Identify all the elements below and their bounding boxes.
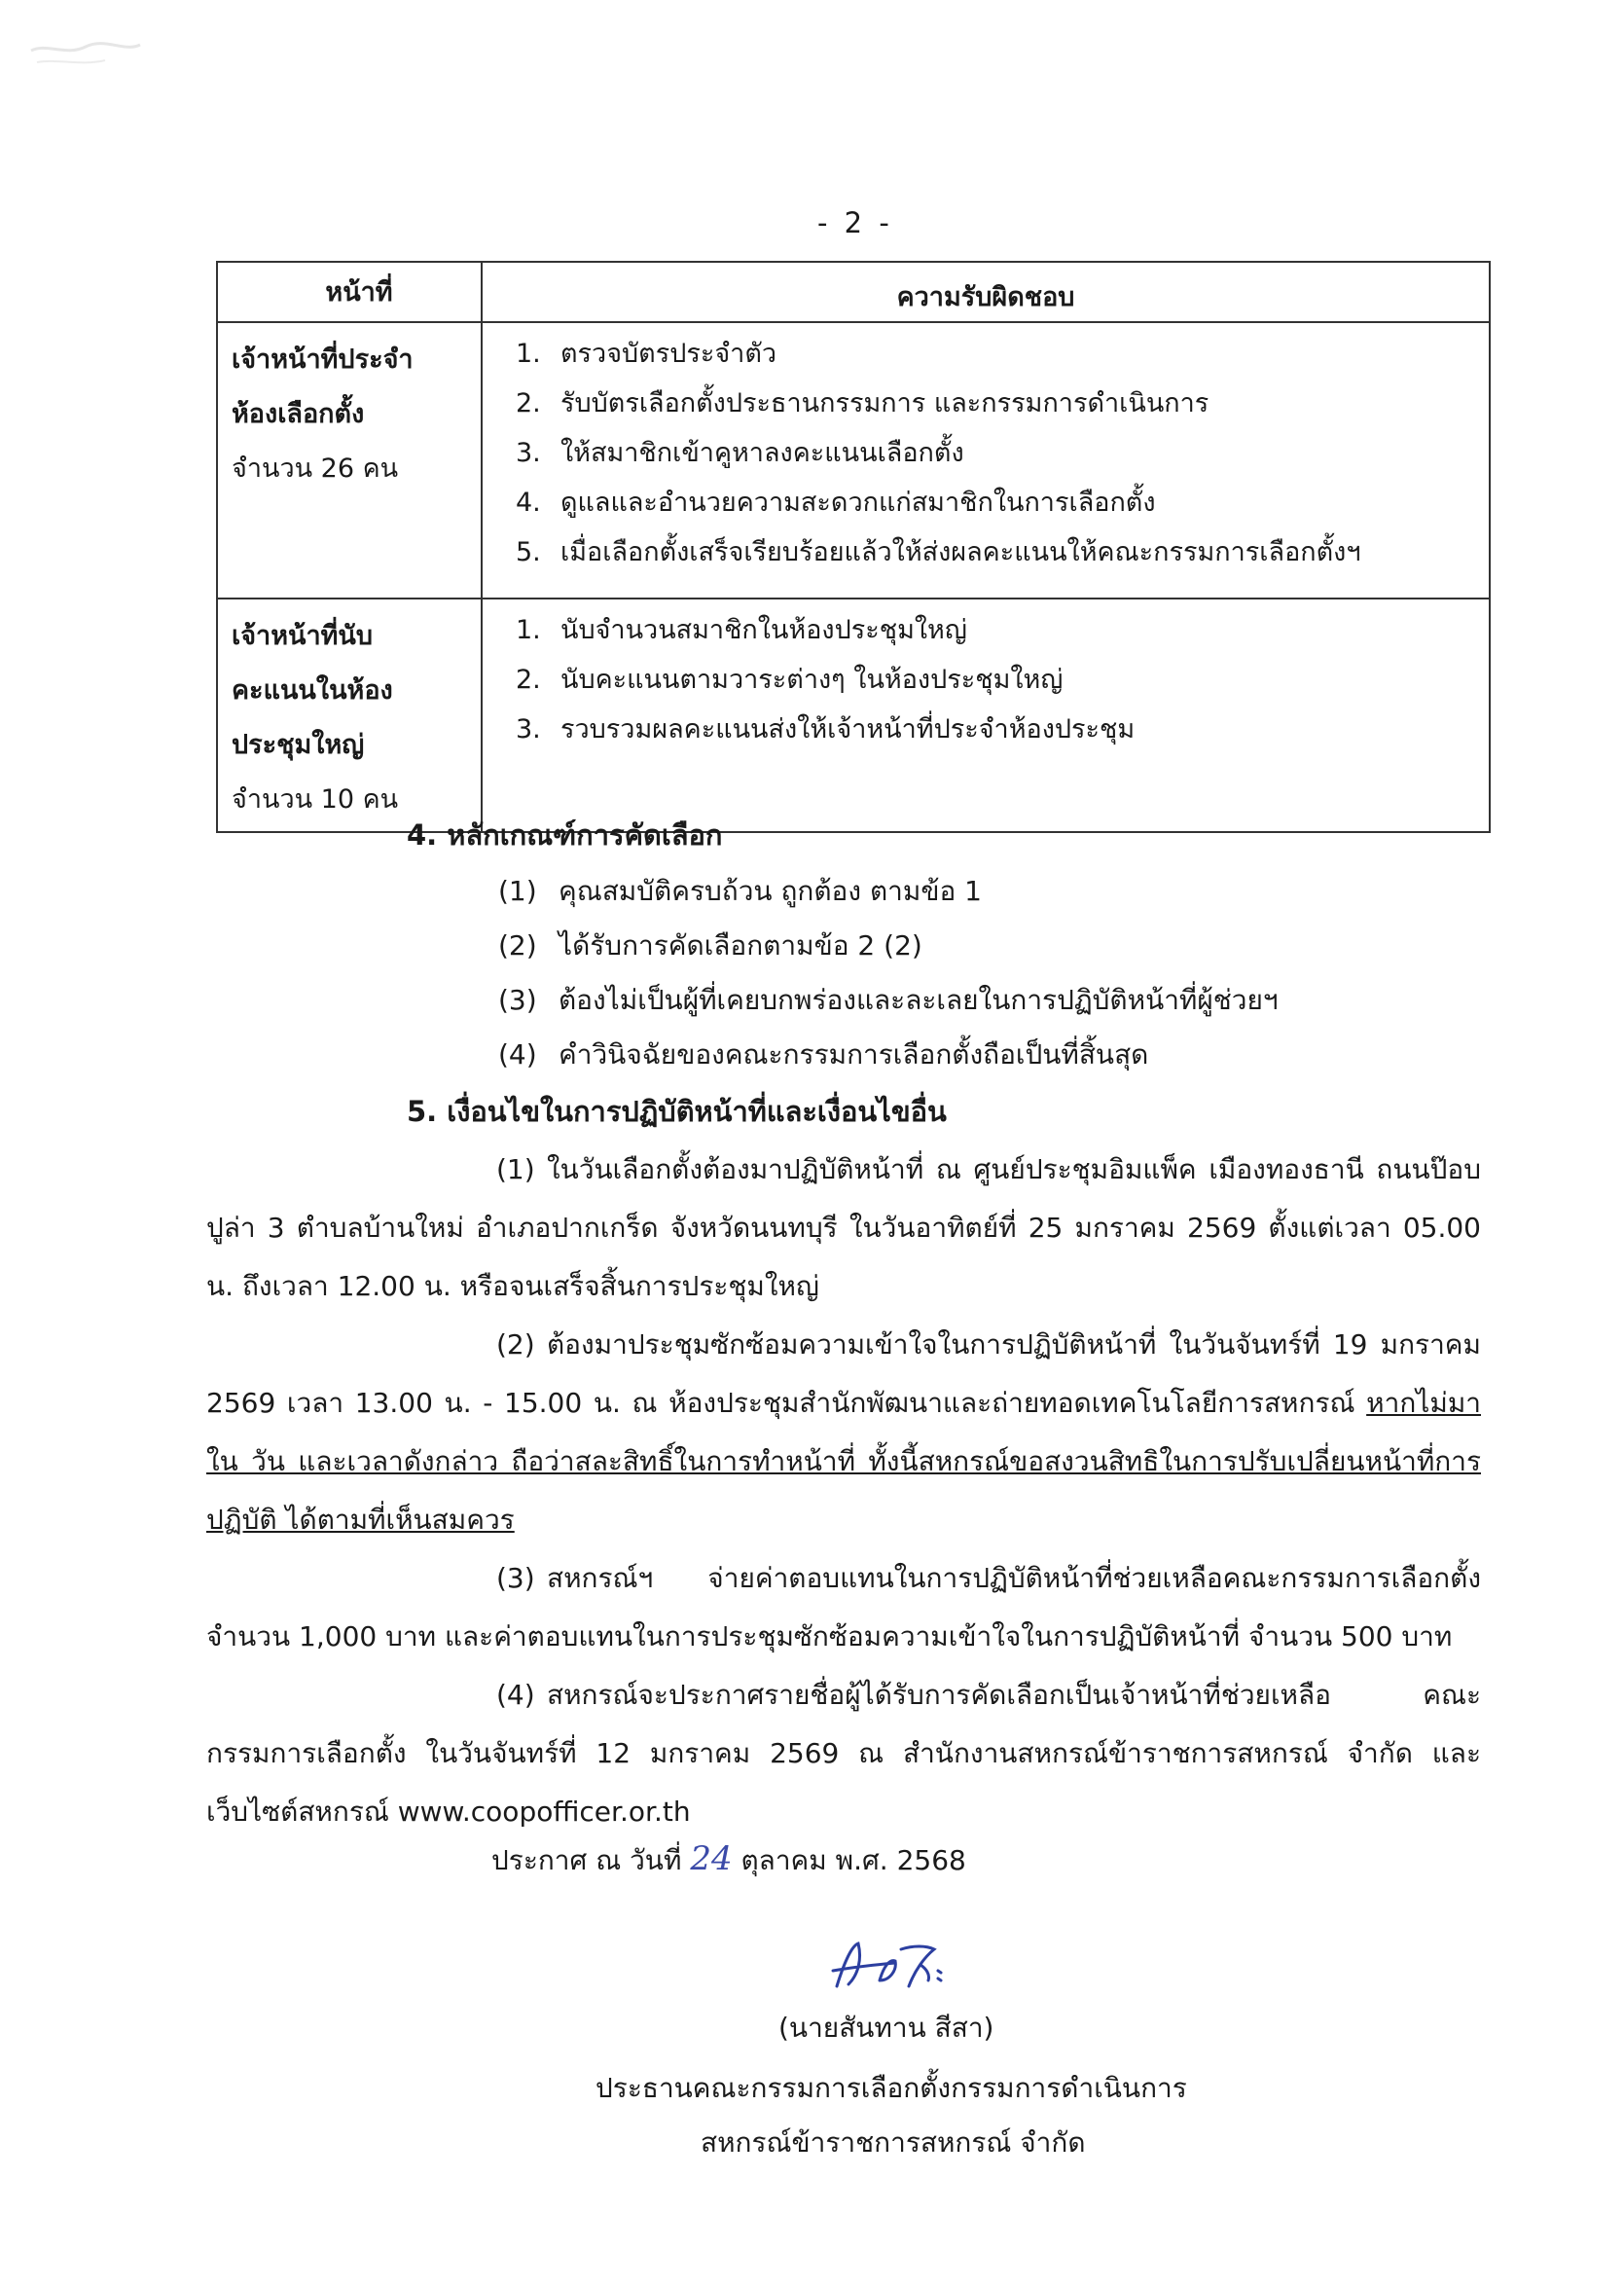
role-name-line: คะแนนในห้อง xyxy=(232,675,393,706)
signer-title: ประธานคณะกรรมการเลือกตั้งกรรมการดำเนินการ xyxy=(595,2072,1187,2104)
role-cell xyxy=(217,322,482,599)
list-item: 3. ให้สมาชิกเข้าคูหาลงคะแนนเลือกตั้ง xyxy=(516,438,964,468)
signer-name: (นายสันทาน สีสา) xyxy=(778,2012,994,2044)
role-count: จำนวน 10 คน xyxy=(232,784,399,815)
page-number: - 2 - xyxy=(817,206,893,239)
scan-artifact xyxy=(27,29,144,78)
header-duty: หน้าที่ xyxy=(217,262,482,322)
table-row xyxy=(217,322,1490,599)
role-name-line: ห้องเลือกตั้ง xyxy=(232,399,365,429)
criteria-item: (4) คำวินิจฉัยของคณะกรรมการเลือกตั้งถือเป็นที่สิ้นสุด xyxy=(498,1038,1149,1071)
responsibility-list xyxy=(516,329,1489,577)
role-name-line: เจ้าหน้าที่นับ xyxy=(232,621,374,651)
condition-paragraph: (2) ต้องมาประชุมซักซ้อมความเข้าใจในการปฏิบัติหน้าที่ ในวันจันทร์ที่ 19 มกราคม 2569 เวลา 13.00 น. - 15.00 น. ณ ห้องประชุมสำนักพัฒนาและถ่ายทอดเทคโนโลยีการสหกรณ์ หากไม่มาใน วัน และเวลาดังกล่าว ถือว่าสละสิทธิ์ในการทำหน้าที่ ทั้งนี้สหกรณ์ขอสงวนสิทธิในการปรับเปลี่ยนหน้าที่การปฏิบัติ ได้ตามที่เห็นสมควร xyxy=(206,1328,1481,1536)
list-item: 4. ดูแลและอำนวยความสะดวกแก่สมาชิกในการเลือกตั้ง xyxy=(516,488,1156,518)
responsibility-cell xyxy=(482,599,1490,832)
role-cell xyxy=(217,599,482,832)
header-responsibility: ความรับผิดชอบ xyxy=(482,262,1490,322)
signature xyxy=(819,1932,956,1998)
criteria-item: (2) ได้รับการคัดเลือกตามข้อ 2 (2) xyxy=(498,929,922,962)
underlined-notice: หากไม่มาใน วัน และเวลาดังกล่าว ถือว่าสละสิทธิ์ในการทำหน้าที่ ทั้งนี้สหกรณ์ขอสงวนสิทธิในการปรับเปลี่ยนหน้าที่การปฏิบัติ ได้ตามที่เห็นสมควร xyxy=(206,1387,1481,1536)
role-name-line: ประชุมใหญ่ xyxy=(232,730,365,760)
list-item: 5. เมื่อเลือกตั้งเสร็จเรียบร้อยแล้วให้ส่งผลคะแนนให้คณะกรรมการเลือกตั้งฯ xyxy=(516,537,1361,567)
section-4-heading: 4. หลักเกณฑ์การคัดเลือก xyxy=(407,818,723,852)
duty-table xyxy=(216,261,1491,833)
list-item: 1. นับจำนวนสมาชิกในห้องประชุมใหญ่ xyxy=(516,615,967,645)
table-row xyxy=(217,599,1490,832)
responsibility-cell xyxy=(482,322,1490,599)
list-item: 2. รับบัตรเลือกตั้งประธานกรรมการ และกรรมการดำเนินการ xyxy=(516,388,1209,418)
criteria-item: (3) ต้องไม่เป็นผู้ที่เคยบกพร่องและละเลยในการปฏิบัติหน้าที่ผู้ช่วยฯ xyxy=(498,984,1279,1016)
condition-paragraph: (1) ในวันเลือกตั้งต้องมาปฏิบัติหน้าที่ ณ ศูนย์ประชุมอิมแพ็ค เมืองทองธานี ถนนป๊อบปูล่า 3 ตำบลบ้านใหม่ อำเภอปากเกร็ด จังหวัดนนทบุรี ในวันอาทิตย์ที่ 25 มกราคม 2569 ตั้งแต่เวลา 05.00 น. ถึงเวลา 12.00 น. หรือจนเสร็จสิ้นการประชุมใหญ่ xyxy=(206,1153,1481,1302)
condition-paragraph: (4) สหกรณ์จะประกาศรายชื่อผู้ได้รับการคัดเลือกเป็นเจ้าหน้าที่ช่วยเหลือ คณะกรรมการเลือกตั้ง ในวันจันทร์ที่ 12 มกราคม 2569 ณ สำนักงานสหกรณ์ข้าราชการสหกรณ์ จำกัด และ เว็บไซต์สหกรณ์ www.coopofficer.or.th xyxy=(206,1679,1481,1828)
issue-date: ประกาศ ณ วันที่ 24 ตุลาคม พ.ศ. 2568 xyxy=(491,1839,966,1878)
handwritten-day: 24 xyxy=(690,1839,733,1878)
signer-organization: สหกรณ์ข้าราชการสหกรณ์ จำกัด xyxy=(701,2126,1086,2159)
condition-paragraph: (3) สหกรณ์ฯ จ่ายค่าตอบแทนในการปฏิบัติหน้าที่ช่วยเหลือคณะกรรมการเลือกตั้ง จำนวน 1,000 บาท และค่าตอบแทนในการประชุมซักซ้อมความเข้าใจในการปฏิบัติหน้าที่ จำนวน 500 บาท xyxy=(206,1562,1481,1652)
role-name-line: เจ้าหน้าที่ประจำ xyxy=(232,345,414,375)
list-item: 3. รวบรวมผลคะแนนส่งให้เจ้าหน้าที่ประจำห้องประชุม xyxy=(516,714,1136,744)
table-header-row xyxy=(217,262,1490,322)
section-5-heading: 5. เงื่อนไขในการปฏิบัติหน้าที่และเงื่อนไขอื่น xyxy=(407,1095,947,1128)
responsibility-list xyxy=(516,605,1489,754)
list-item: 1. ตรวจบัตรประจำตัว xyxy=(516,339,777,369)
list-item: 2. นับคะแนนตามวาระต่างๆ ในห้องประชุมใหญ่ xyxy=(516,665,1064,695)
criteria-item: (1) คุณสมบัติครบถ้วน ถูกต้อง ตามข้อ 1 xyxy=(498,875,982,907)
role-count: จำนวน 26 คน xyxy=(232,454,399,484)
